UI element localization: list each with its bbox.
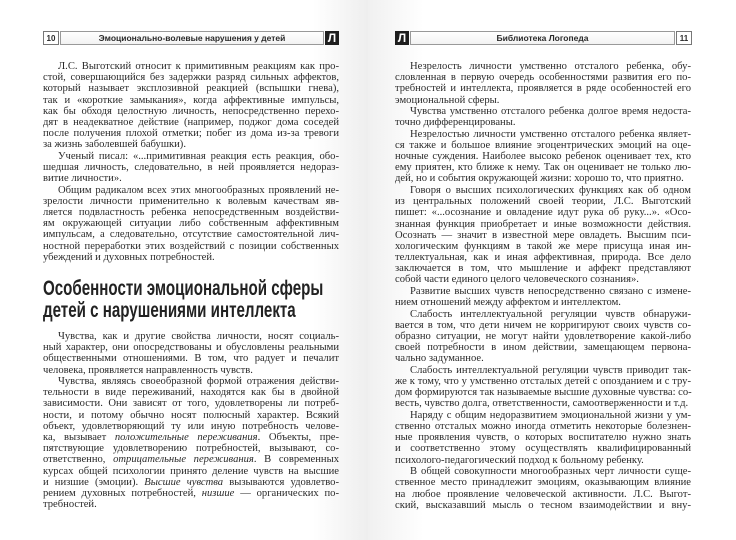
text-line: зависимости. Они зависят от того, удовлетворены ли потреб- <box>43 398 339 410</box>
text-line: пишет: «...осознание и овладение идут рука об руку...». «Осо- <box>395 207 691 219</box>
text-line: вается в том, что дети ничем не корригируют своих чувств со- <box>395 319 691 331</box>
text-line: ные проявления чувств, о которых воспитателю нужно знать <box>395 432 691 444</box>
text-line: собой части единого целого человеческого сознания». <box>395 274 639 286</box>
text-line: ляется подвластность ребенка непосредственным воздействи- <box>43 207 339 219</box>
section-heading <box>43 278 323 322</box>
text-line: ный характер, они опосредствованы и обусловлены реальными <box>43 342 339 354</box>
text-line: Говоря о высших психологических функциях как об одном <box>410 184 691 196</box>
text-segment: — органических по- <box>234 487 339 499</box>
text-line: общественными отношениями. В том, что радует и печалит <box>43 353 339 365</box>
text-line: Ученый писал: «...примитивная реакция есть реакция, обо- <box>58 150 339 162</box>
text-line: Осознать — значит в известной мере овладеть. Высшим пси- <box>395 229 691 241</box>
running-header <box>395 31 692 45</box>
paragraph <box>395 365 691 410</box>
text-line: за жизнь заболевшей бабушки). <box>43 139 186 151</box>
text-line: ся также и большое влияние эгоцентрических эмоций на оце- <box>395 139 691 151</box>
text-segment: ответственно, <box>43 454 114 466</box>
paragraph <box>43 61 339 151</box>
heading-line: Особенности эмоциональной сферы <box>43 277 324 300</box>
body-text <box>43 331 339 511</box>
text-line: Чувства, являясь своеобразной формой отражения действи- <box>58 376 339 388</box>
text-line: дом формируются так называемые высшие духовные чувства: со- <box>395 387 692 399</box>
text-line: Слабость интеллектуальной регуляции чувств приводит так- <box>410 364 691 376</box>
text-line: убеждений и духовных потребностей. <box>43 251 215 263</box>
text-segment: и низшие (эмоции). <box>43 476 145 488</box>
paragraph <box>395 185 691 286</box>
text-line: тельности в виде переживаний, находятся как бы в двойной <box>43 387 339 399</box>
text-line: требностей. <box>43 499 97 511</box>
text-line: заключается в том, что мышление и аффект представляют <box>395 263 691 275</box>
text-line: В общей совокупности многообразных черт личности суще- <box>410 466 691 478</box>
series-logo: Л <box>395 31 409 45</box>
paragraph <box>43 376 339 510</box>
text-segment: вызываются удовлетво- <box>223 476 339 488</box>
text-line: Чувства умственно отсталого ребенка долгое время недоста- <box>410 106 691 118</box>
text-line: нием отношений между аффектом и интеллектом. <box>395 297 621 309</box>
text-line: пятствующие удовлетворению потребностей, вызывают, со- <box>43 443 339 455</box>
paragraph <box>395 106 691 128</box>
text-line: ностной переработки этих воздействий с позиции собственных <box>43 240 339 252</box>
paragraph <box>395 286 691 308</box>
text-line: ский, высказавший мысль о тесном взаимодействии и вну- <box>395 499 691 511</box>
text-line: как бы обходя целостную личность, непосредственно перехо- <box>43 105 339 117</box>
series-logo: Л <box>325 31 339 45</box>
text-line: импульсам, а следовательно, отсутствие самостоятельной лич- <box>43 229 339 241</box>
text-line: дят в неадекватное действие (например, поджог дома соседей <box>43 116 339 128</box>
text-line <box>43 454 339 465</box>
text-line: из центральных положений своей теории, Л.С. Выготский <box>395 196 691 208</box>
running-header <box>43 31 339 45</box>
text-line: Общим радикалом всех этих многообразных проявлений не- <box>58 184 339 196</box>
right-page <box>368 0 736 540</box>
text-line: так и «короткие замыкания», когда аффективные импульсы, <box>43 94 339 106</box>
text-line: зрелости личности применительно к волевым качествам яв- <box>43 195 339 207</box>
text-line: Чувства, как и другие свойства личности, носят социаль- <box>58 331 339 342</box>
text-line: же к тому, что у умственно отсталых детей с опозданием и с тру- <box>395 376 691 388</box>
text-line: который называет эксплозивной реакцией (вспышки гнева), <box>43 83 339 95</box>
text-line: хологическим функциям в такой же мере присуща иная ин- <box>395 240 691 252</box>
text-line <box>43 432 339 443</box>
text-line: эмоциональной сферы. <box>395 94 500 106</box>
text-line: человека, проявляется направленность чувств. <box>43 364 253 376</box>
text-line: Наряду с общим недоразвитием эмоциональной жизни у ум- <box>410 409 691 421</box>
text-line: ственное место принадлежит эмоциям, оказывающим влияние <box>395 477 691 489</box>
text-line: Л.С. Выготский относит к примитивным реакциям как про- <box>58 61 339 72</box>
text-segment: . В современных <box>253 454 340 466</box>
text-line: курсах общей психологии принято деление чувств на высшие <box>43 465 339 477</box>
text-line: весть, чувство долга, ответственности, самоотверженности и т.д. <box>395 398 689 410</box>
text-line: ему приятен, кто ближе к нему. Так он оценивает не только лю- <box>395 162 691 174</box>
text-line: Развитие высших чувств непосредственно связано с измене- <box>410 285 691 297</box>
text-line: Незрелостью личности умственно отсталого ребенка являет- <box>410 128 691 140</box>
italic-term: низшие <box>201 487 235 499</box>
text-line: требностей и интеллекта, проявляется в ряде особенностей его <box>395 83 691 95</box>
text-line: психолого-педагогический подход к больному ребенку. <box>395 454 644 466</box>
text-line: и соответственно этому осуществлять квалифицированный <box>395 443 691 455</box>
body-text <box>395 61 691 511</box>
italic-term: положительные переживания <box>114 431 258 443</box>
paragraph <box>395 129 691 185</box>
text-line: точно дифференцированы. <box>395 117 516 129</box>
text-line: чально задуманное. <box>395 353 484 365</box>
body-text <box>43 61 339 263</box>
page-number: 10 <box>43 31 59 45</box>
paragraph <box>395 410 691 466</box>
paragraph <box>43 185 339 263</box>
text-line: словленная в первую очередь особенностями развития его по- <box>395 72 691 84</box>
text-line: шедшая личность, следовательно, в ней проявляется недораз- <box>43 161 339 173</box>
heading-line: детей с нарушениями интеллекта <box>43 299 296 322</box>
paragraph <box>395 309 691 365</box>
text-line: стой, совершающийся без задержки разряд сильных аффектов, <box>43 72 339 84</box>
paragraph <box>43 331 339 376</box>
text-line: теллектуальная, как и иная аффективная, природа. Все дело <box>395 252 691 264</box>
text-line: образно ситуации, не могут найти удовлетворение какой-либо <box>395 330 691 342</box>
paragraph <box>395 61 691 106</box>
text-line <box>43 477 339 488</box>
paragraph <box>43 151 339 185</box>
text-line: витие личности». <box>43 173 122 185</box>
text-line: Незрелость личности умственно отсталого ребенка, обу- <box>410 61 691 72</box>
paragraph <box>395 466 691 511</box>
text-line <box>43 488 339 499</box>
text-line: ственно отсталых можно иногда отметить некоторые болезнен- <box>395 421 691 433</box>
running-title: Библиотека Логопеда <box>410 31 675 45</box>
page-number: 11 <box>676 31 692 45</box>
text-line: после получения плохой отметки; побег из дома из-за тревоги <box>43 128 339 140</box>
text-line: ям окружающей ситуации либо собственным аффективным <box>43 218 339 230</box>
italic-term: Высшие чувства <box>144 476 224 488</box>
text-line: знанная функция приобретает и иные возможности действия. <box>395 218 691 230</box>
text-line: Слабость интеллектуальной регуляции чувств обнаружи- <box>410 308 691 320</box>
text-line: ности, и потому обычно носят полюсный характер. Всякий <box>43 409 339 421</box>
running-title: Эмоционально-волевые нарушения у детей <box>60 31 324 45</box>
text-segment: . Объекты, пре- <box>257 431 339 443</box>
text-segment: рением духовных потребностей, <box>43 487 202 499</box>
text-line: объект, удовлетворяющий ту или иную потребность челове- <box>43 420 339 432</box>
text-line: дей, но и события окружающей жизни: хорошо то, что приятно. <box>395 173 684 185</box>
text-line: своей потребности в ином действии, замещающем первона- <box>395 342 691 354</box>
text-line: на любое проявление человеческой активности. Л.С. Выгот- <box>395 488 691 500</box>
italic-term: отрицательные переживания <box>113 454 254 466</box>
text-segment: ка, вызывает <box>43 431 115 443</box>
text-line: ночные суждения. Наиболее высоко ребенок оценивает тех, кто <box>395 151 691 163</box>
